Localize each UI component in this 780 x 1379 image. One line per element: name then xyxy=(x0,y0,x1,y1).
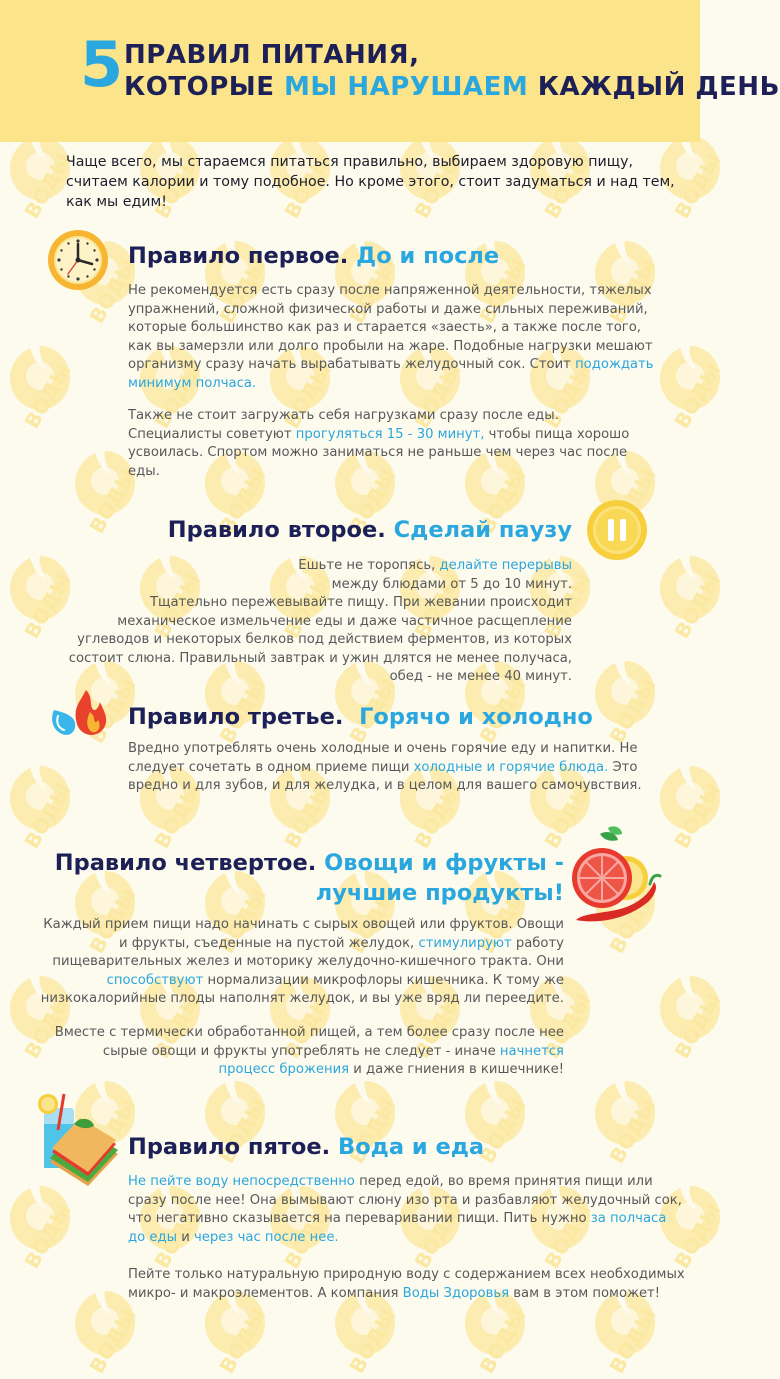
rule4-paragraph2: Вместе с термически обработанной пищей, а тем более сразу после нее сырые овощи и фрукты употреблять не следует - иначе начнется процесс брожения и даже гниения в кишечнике! xyxy=(54,1025,564,1078)
rule5-paragraph2: Пейте только натуральную природную воду с содержанием всех необходимых микро- и макроэлементов. А компания Воды Здоровья вам в этом поможет! xyxy=(128,1267,685,1301)
rule5-title: Правило пятое. Вода и еда xyxy=(128,1134,485,1160)
rule2-title: Правило второе. Сделай паузу xyxy=(167,517,572,543)
fruits-icon xyxy=(566,824,662,934)
header-banner xyxy=(0,0,780,142)
pause-icon xyxy=(586,499,648,561)
watermark-logo xyxy=(335,1291,401,1378)
watermark-logo xyxy=(595,1291,661,1378)
watermark-logo xyxy=(10,346,76,433)
rule5-paragraph1: Не пейте воду непосредственно перед едой, во время принятия пищи или сразу после нее! Она вымывают слюну изо рта и разбавляют желудочный сок, что негативно сказывается на переваривании пищи. Пить нужно за полчаса до еды и через час после нее. xyxy=(128,1174,682,1245)
rule1-paragraph1: Не рекомендуется есть сразу после напряженной деятельности, тяжелых упражнений, сложной физической работы и даже сильных переживаний, которые большинство как раз и старается «заесть», а также после того, как вы замерзли или долго пробыли на жаре. Подобные нагрузки мешают организму сразу начать вырабатывать желудочный сок. Стоит подождать минимум полчаса. xyxy=(128,283,654,391)
rule3-paragraph1: Вредно употреблять очень холодные и очень горячие еду и напитки. Не следует сочетать в одном приеме пищи холодные и горячие блюда. Это вредно и для зубов, и для желудка, и в целом для вашего самочувствия. xyxy=(128,741,642,794)
rule2-paragraph2: Тщательно пережевывайте пищу. При жевании происходит механическое измельчение еды и даже частичное расщепление углеводов и некоторых белков под действием ферментов, из которых состоит слюна. Правильный завтрак и ужин длятся не менее получаса, обед - не менее 40 минут. xyxy=(68,595,572,685)
intro-text: Чаще всего, мы стараемся питаться правильно, выбираем здоровую пищу, считаем калории и тому подобное. Но кроме этого, стоит задуматься и над тем, как мы едим! xyxy=(66,154,675,210)
rule1-paragraph2: Также не стоит загружать себя нагрузками сразу после еды. Специалисты советуют прогуляться 15 - 30 минут, чтобы пища хорошо усвоилась. Спортом можно заниматься не раньше чем через час после еды. xyxy=(128,408,630,479)
header-number: 5 xyxy=(80,28,124,101)
watermark-logo xyxy=(75,1291,141,1378)
header-title-line2: КОТОРЫЕ МЫ НАРУШАЕМ КАЖДЫЙ ДЕНЬ xyxy=(124,72,780,102)
watermark-logo xyxy=(595,1081,661,1168)
rule4-title-line2: лучшие продукты! xyxy=(315,880,564,906)
fire-water-icon xyxy=(46,684,110,748)
clock-icon xyxy=(46,224,110,292)
watermark-logo xyxy=(660,346,726,433)
rule2-paragraph1: Ешьте не торопясь, делайте перерывы между блюдами от 5 до 10 минут. xyxy=(298,558,572,592)
watermark-logo xyxy=(465,1291,531,1378)
watermark-logo xyxy=(205,1291,271,1378)
rule1-title: Правило первое. До и после xyxy=(128,243,500,269)
watermark-logo xyxy=(10,766,76,853)
header-title-line1: ПРАВИЛ ПИТАНИЯ, xyxy=(124,40,420,70)
watermark-logo xyxy=(660,976,726,1063)
rule4-title-line1: Правило четвертое. Овощи и фрукты - xyxy=(54,850,564,876)
watermark-logo xyxy=(660,766,726,853)
sandwich-drink-icon xyxy=(34,1090,126,1190)
rule4-paragraph1: Каждый прием пищи надо начинать с сырых овощей или фруктов. Овощи и фрукты, съеденные на пустой желудок, стимулируют работу пищеварительных желез и моторику желудочно-кишечного тракта. Они способствуют нормализации микрофлоры кишечника. К тому же низкокалорийные плоды наполнят желудок, и вы уже вряд ли переедите. xyxy=(40,917,564,1007)
watermark-logo xyxy=(595,661,661,748)
rule3-title: Правило третье. Горячо и холодно xyxy=(128,704,593,730)
watermark-logo xyxy=(660,556,726,643)
watermark-logo xyxy=(10,1186,76,1273)
